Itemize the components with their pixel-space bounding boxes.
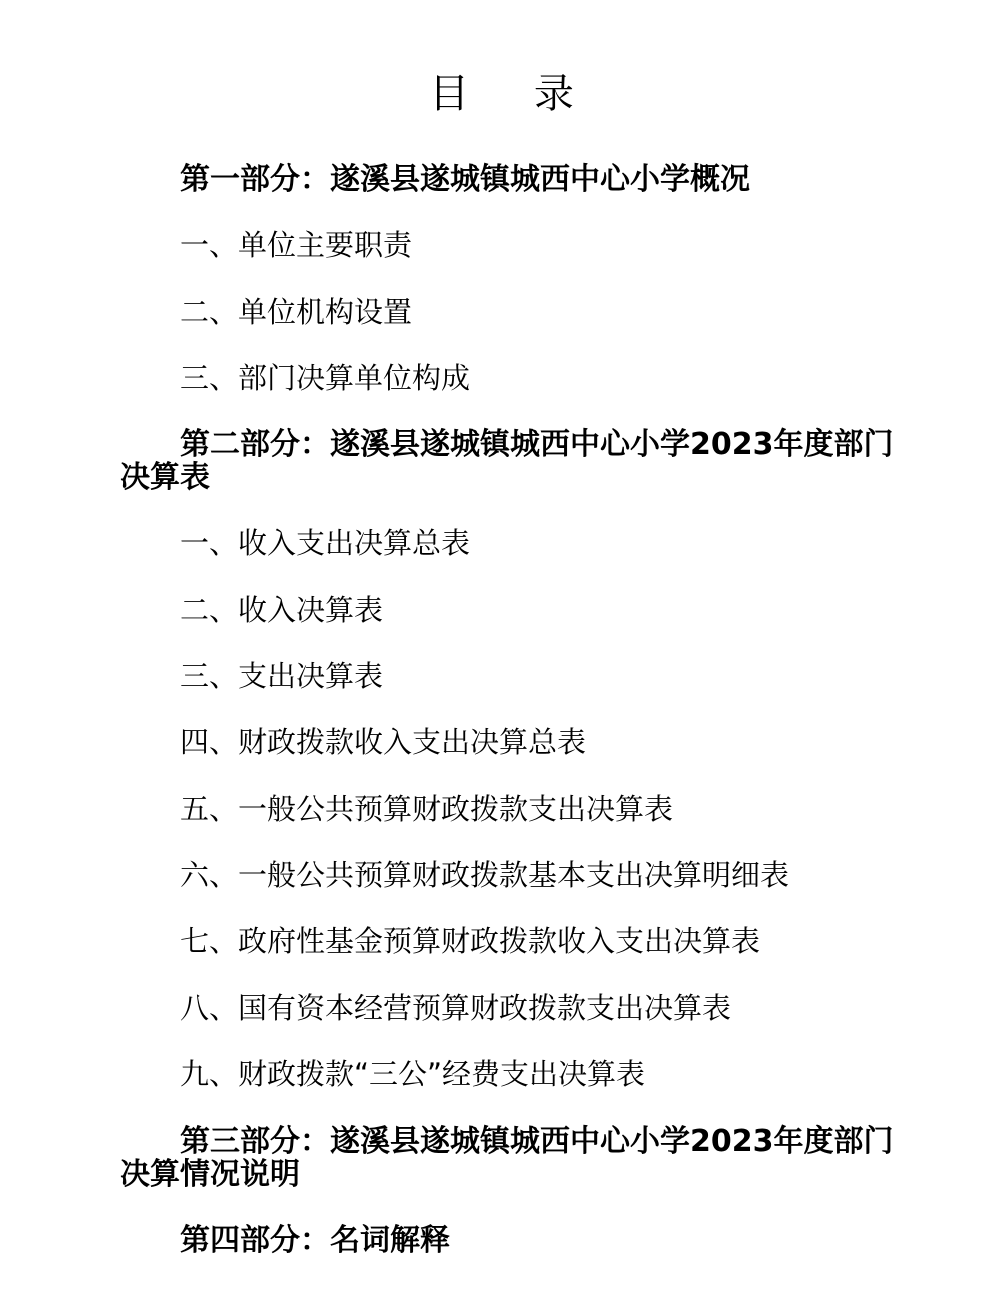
toc-item: 六、一般公共预算财政拨款基本支出决算明细表	[180, 858, 790, 892]
toc-item: 二、收入决算表	[180, 593, 384, 627]
toc-part-4: 第四部分：名词解释	[180, 1223, 450, 1258]
toc-item: 七、政府性基金预算财政拨款收入支出决算表	[180, 924, 761, 958]
toc-part-3: 第三部分：遂溪县遂城镇城西中心小学2023年度部门决算情况说明	[120, 1124, 894, 1192]
toc-part-2: 第二部分：遂溪县遂城镇城西中心小学2023年度部门决算表	[120, 427, 894, 495]
toc-item: 九、财政拨款“三公”经费支出决算表	[180, 1057, 646, 1091]
toc-part-1: 第一部分：遂溪县遂城镇城西中心小学概况	[180, 162, 750, 197]
toc-item: 三、支出决算表	[180, 659, 384, 693]
toc-item: 三、部门决算单位构成	[180, 361, 471, 395]
toc-item: 二、单位机构设置	[180, 295, 413, 329]
page-title: 目 录	[429, 71, 600, 117]
toc-item: 五、一般公共预算财政拨款支出决算表	[180, 792, 674, 826]
toc-item: 一、收入支出决算总表	[180, 526, 471, 560]
toc-item: 四、财政拨款收入支出决算总表	[180, 725, 587, 759]
toc-item: 八、国有资本经营预算财政拨款支出决算表	[180, 991, 732, 1025]
toc-item: 一、单位主要职责	[180, 228, 413, 262]
